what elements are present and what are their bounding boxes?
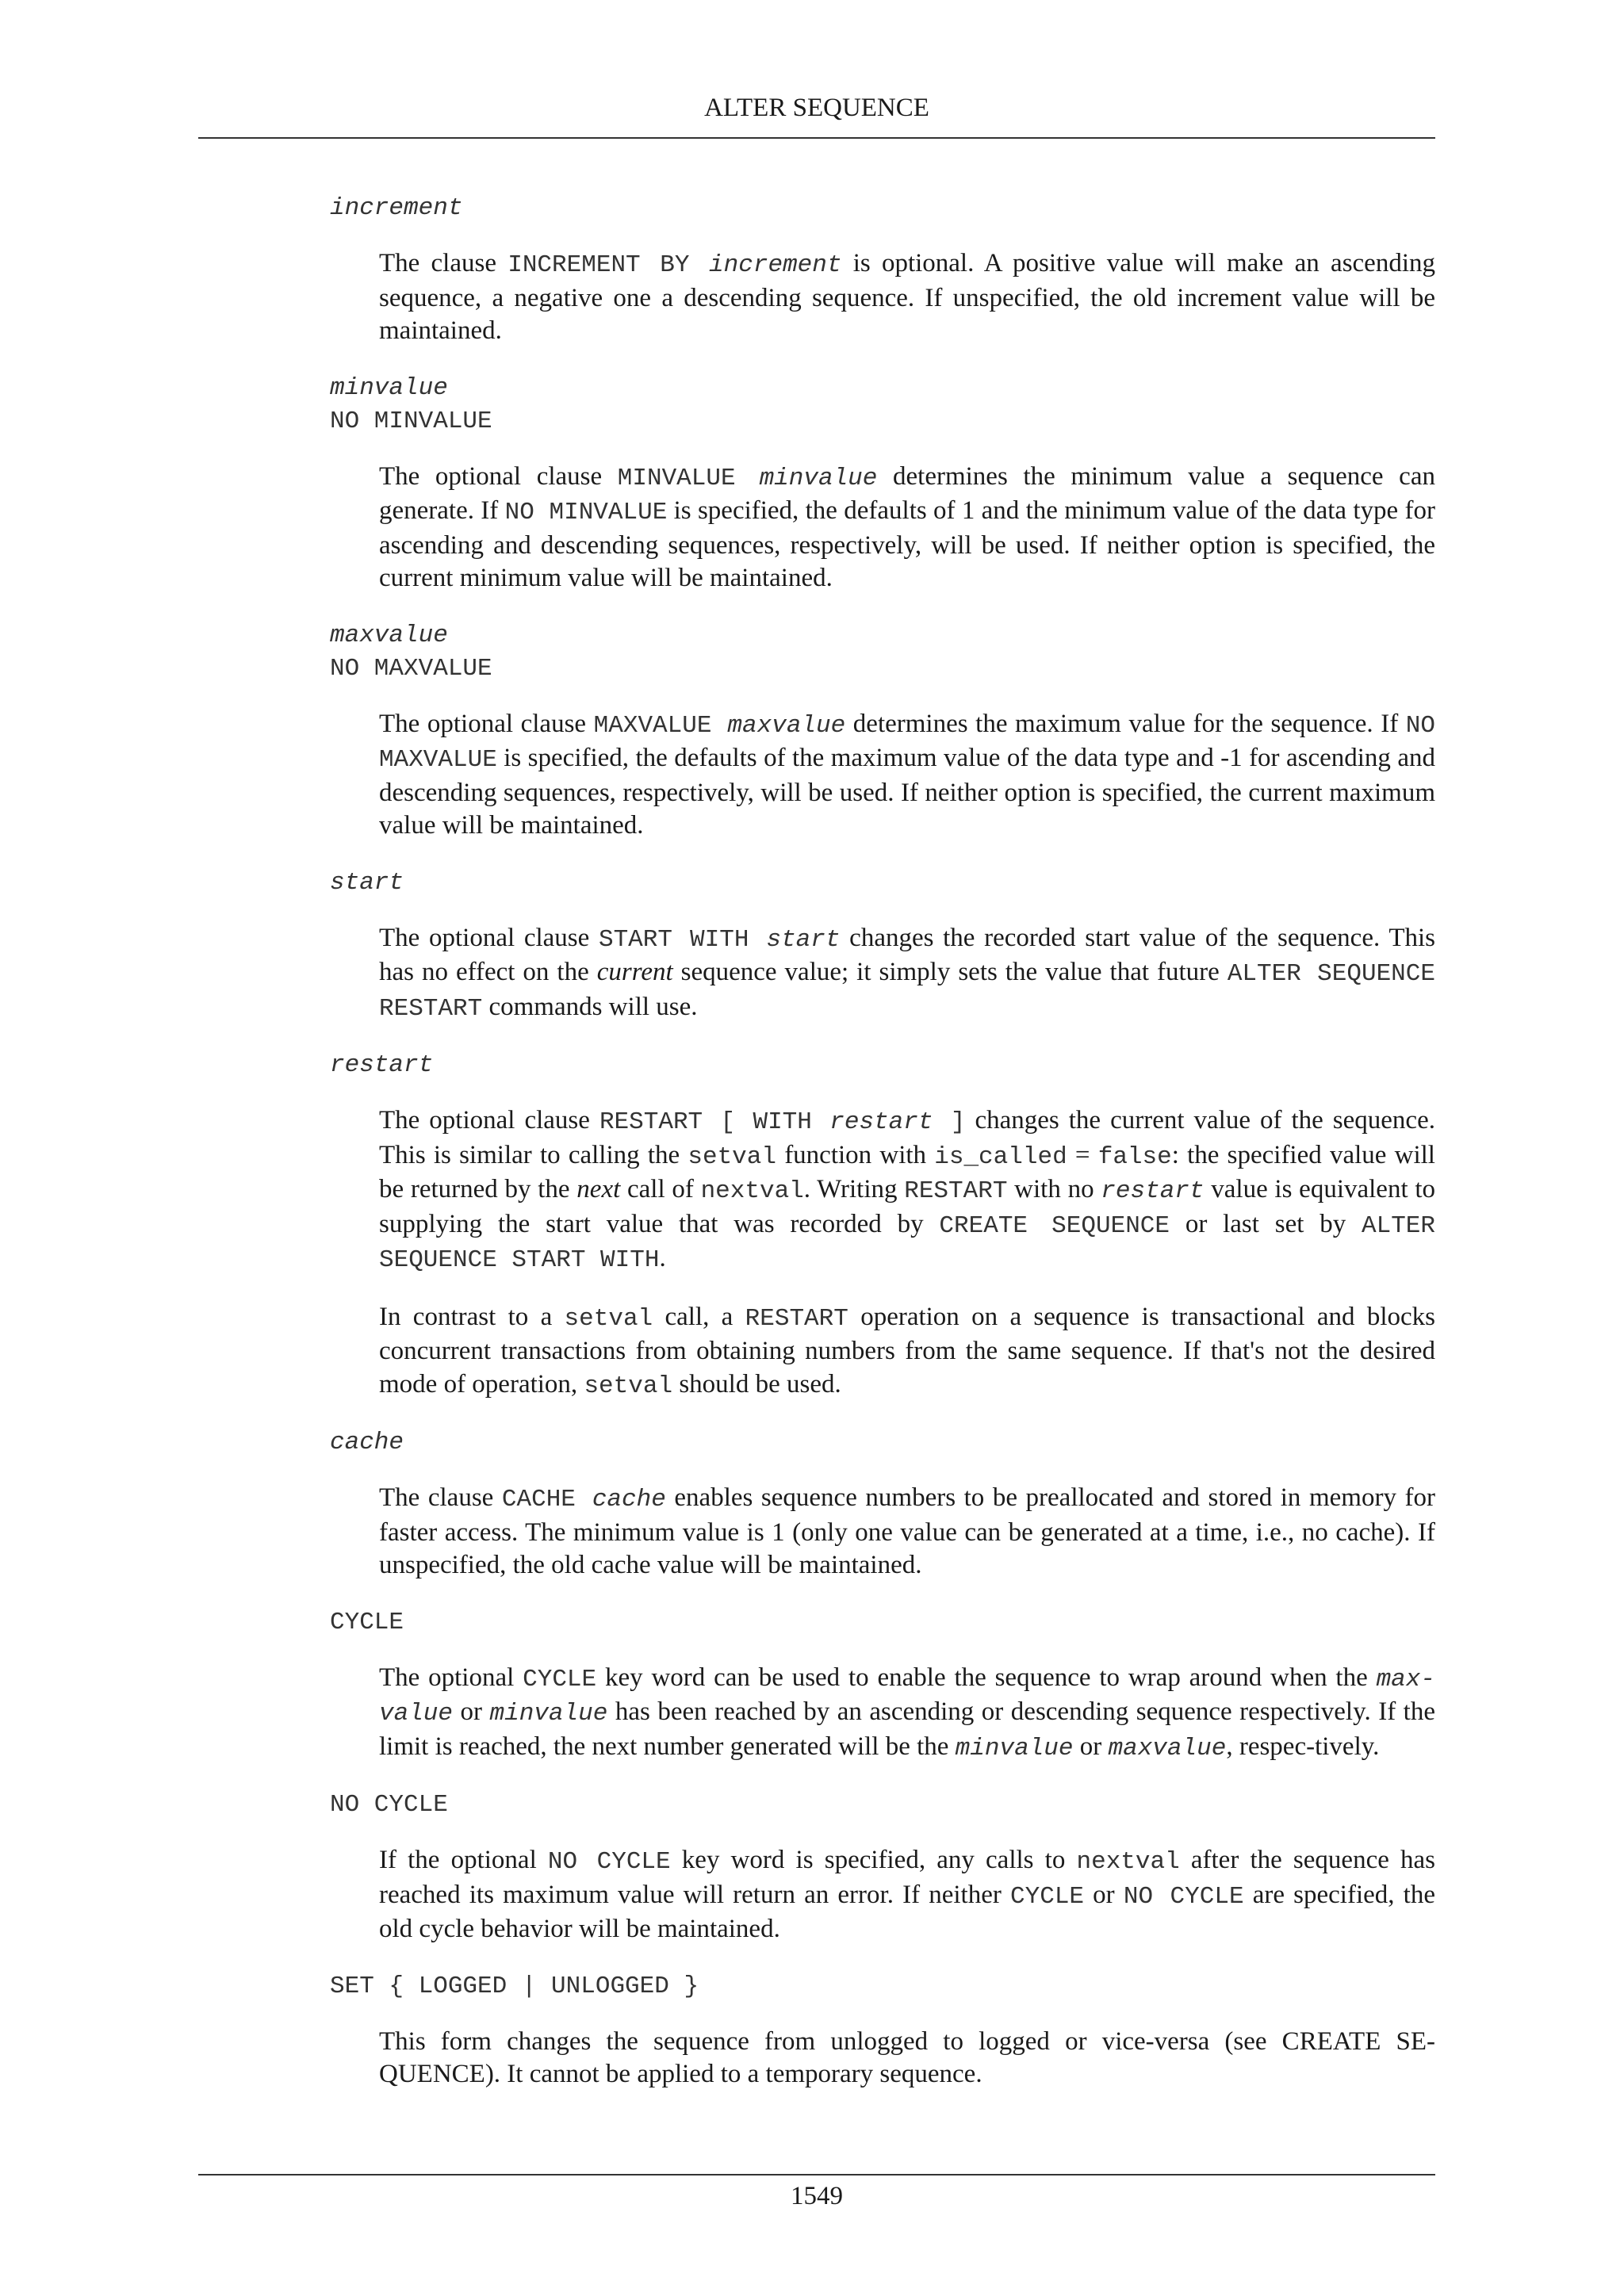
text-run: is specified, the defaults of 1 and the minimum value of the data type for ascending and descending sequences, respectively, will be used. If neither option is specified, the current minimum value will be maintained. [379,496,1435,592]
inline-codeital: maxvalue [1108,1734,1227,1762]
inline-code: nextval [1076,1848,1180,1876]
text-run: is optional. A positive value will make an ascending sequence, a negative one a descending sequence. If unspecified, the old increment value will be maintained. [379,249,1435,345]
inline-codeital: maxvalue [727,711,846,740]
parameter-description [379,1662,1435,1766]
parameter-description [379,247,1435,348]
text-run: key word can be used to enable the sequence to wrap around when the [596,1663,1377,1692]
inline-codeital: cache [592,1486,666,1513]
text-run: The optional clause [379,461,618,491]
inline-codeital: minvalue [955,1734,1074,1762]
inline-code: ALTER SEQUENCE RESTART [379,960,1435,1023]
inline-codeital: max-value [379,1665,1435,1728]
inline-code: RESTART [904,1177,1008,1205]
parameter-list [330,192,1435,2115]
text-run: are specified, the old cycle behavior will be maintained. [379,1880,1435,1943]
text-run: with no [1007,1175,1101,1203]
text-run: determines the minimum value a sequence can generate. If [379,461,1435,525]
text-run: In contrast to a [379,1302,565,1331]
inline-codeital: minvalue [489,1700,608,1728]
text-run: The clause [379,1483,502,1512]
parameter-description [379,461,1435,595]
inline-code: is_called [934,1142,1067,1171]
inline-code: NO MAXVALUE [379,711,1435,774]
parameter-term: CYCLE [330,1608,404,1636]
text-run: or last set by [1170,1209,1362,1238]
text-run: The optional clause [379,709,594,738]
text-run: function with [776,1140,935,1169]
text-run: determines the maximum value for the sequence. If [845,709,1406,738]
parameter-term: start [330,868,404,897]
inline-code: CREATE SEQUENCE [939,1211,1170,1240]
parameter-term-group [330,192,1435,225]
text-run: If the optional [379,1846,548,1874]
inline-code: setval [688,1142,776,1171]
parameter-term-group [330,1426,1435,1460]
inline-code: NO CYCLE [1123,1882,1244,1911]
parameter-description [379,1844,1435,1946]
text-run: : the specified value will be returned by the [379,1140,1435,1203]
text-run: call, a [653,1302,745,1331]
inline-code: MAXVALUE [593,711,728,740]
text-run: has been reached by an ascending or descending sequence respectively. If the limit is reached, the next number generated will be the [379,1697,1435,1761]
inline-code: RESTART [ WITH [599,1108,830,1136]
parameter-term: minvalue [330,373,448,402]
inline-code: NO CYCLE [547,1848,671,1876]
text-run: enables sequence numbers to be preallocated and stored in memory for faster access. The minimum value is 1 (only one value can be generated at a time, i.e., no cache). If unspecified, the old cache value will be maintained. [379,1483,1435,1579]
text-run: The clause [379,249,508,277]
text-run: operation on a sequence is transactional and blocks concurrent transactions from obtaining numbers from the same sequence. If that's not the desired mode of operation, [379,1302,1435,1399]
inline-code: NO MINVALUE [504,499,668,526]
text-run: . Writing [803,1175,905,1203]
text-run: commands will use. [482,992,698,1021]
parameter-description [379,922,1435,1026]
parameter-term-group [330,619,1435,686]
footer-rule [198,2174,1435,2175]
text-run: after the sequence has reached its maximum value will return an error. If neither [379,1846,1435,1909]
text-run: should be used. [672,1369,841,1399]
inline-code: nextval [700,1177,804,1205]
text-run: . [659,1244,666,1272]
parameter-description [379,1482,1435,1582]
inline-code: INCREMENT BY [508,251,710,279]
text-run: is specified, the defaults of the maximum value of the data type and -1 for ascending and descending sequences, respectively, will be used. If neither option is specified, the current maximum value will be maintained. [379,744,1435,840]
inline-code: RESTART [745,1304,848,1333]
inline-ital: current [596,958,673,986]
parameter-term-group [330,1606,1435,1640]
page-number: 1549 [791,2182,843,2210]
inline-codeital: restart [1101,1177,1205,1205]
parameter-description [379,1301,1435,1403]
text-run: or [1073,1732,1109,1761]
inline-code: CACHE [501,1486,592,1513]
text-run: , respec-tively. [1226,1732,1380,1761]
parameter-term: NO MAXVALUE [330,654,492,683]
inline-codeital: start [766,925,841,954]
inline-code: false [1097,1142,1172,1171]
text-run: The optional clause [379,923,599,952]
header-rule [198,137,1435,139]
inline-code: CYCLE [1010,1882,1085,1911]
text-run: changes the current value of the sequence. This is similar to calling the [379,1106,1435,1169]
text-run: value is equivalent to supplying the start value that was recorded by [379,1175,1436,1238]
text-run: The optional clause [379,1106,599,1135]
inline-code: setval [564,1304,653,1333]
text-run: or [1084,1880,1124,1909]
parameter-description [379,1104,1435,1277]
inline-code: CYCLE [523,1665,597,1693]
parameter-description [379,708,1435,843]
text-run: The optional [379,1663,523,1692]
running-header: ALTER SEQUENCE [704,94,929,122]
inline-code: MINVALUE [617,464,760,492]
text-run: key word is specified, any calls to [670,1846,1077,1874]
parameter-term: increment [330,194,463,222]
parameter-term-group [330,1789,1435,1822]
inline-ital: next [576,1175,621,1203]
inline-code: ALTER SEQUENCE START WITH [379,1211,1436,1274]
parameter-term-group [330,1970,1435,2003]
parameter-term-group [330,867,1435,900]
inline-codeital: restart [829,1108,933,1136]
text-run: sequence value; it simply sets the value that future [672,958,1228,986]
text-run: call of [620,1175,701,1203]
parameter-term: restart [330,1051,434,1079]
parameter-term: NO MINVALUE [330,407,492,435]
parameter-term: NO CYCLE [330,1791,448,1819]
inline-codeital: minvalue [759,464,878,492]
inline-code: ] [933,1108,966,1136]
parameter-term: cache [330,1429,404,1456]
inline-codeital: increment [709,251,842,279]
parameter-term-group [330,1049,1435,1082]
text-run: or [453,1697,490,1726]
inline-code: setval [584,1372,673,1400]
parameter-term: maxvalue [330,621,448,649]
inline-code: START WITH [598,925,767,954]
text-run: = [1067,1140,1098,1169]
parameter-term: SET { LOGGED | UNLOGGED } [330,1972,699,2000]
parameter-term-group [330,372,1435,438]
text-run: This form changes the sequence from unlogged to logged or vice-versa (see CREATE SE-QUENCE). It cannot be applied to a temporary sequence. [379,2026,1435,2088]
parameter-description [379,2026,1435,2091]
text-run: changes the recorded start value of the sequence. This has no effect on the [379,923,1435,986]
